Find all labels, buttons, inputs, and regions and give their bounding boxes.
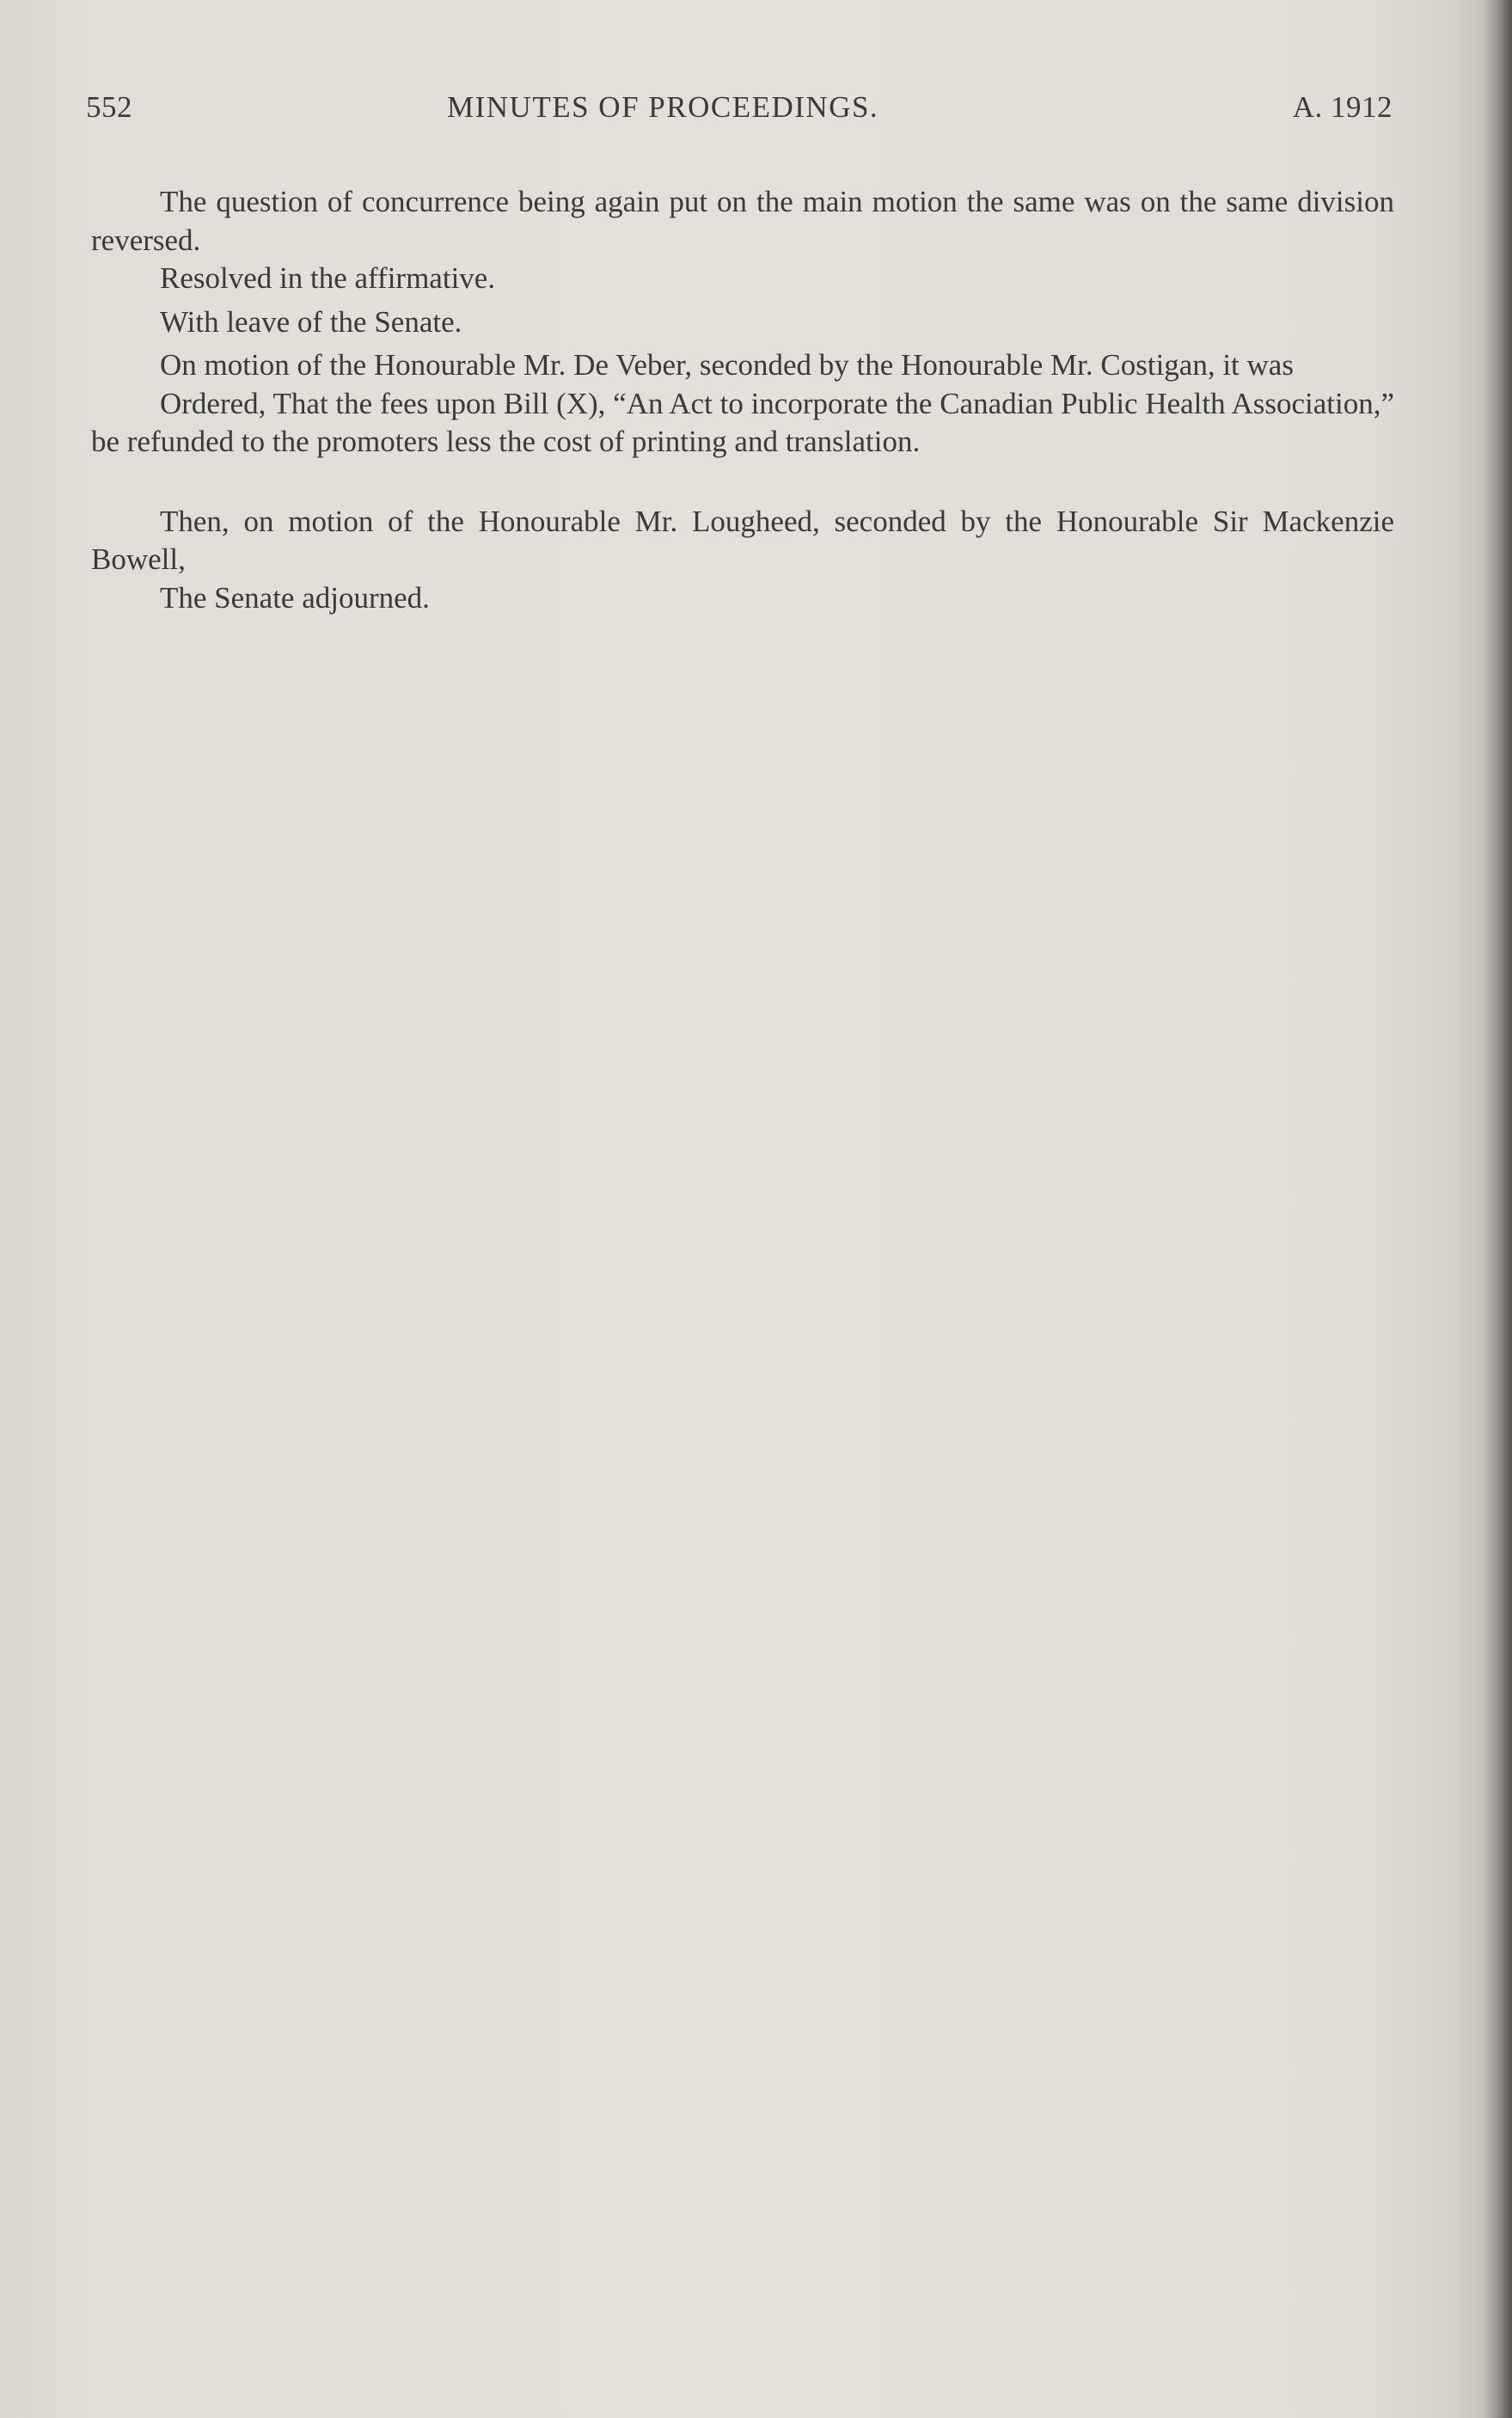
running-header <box>86 90 1393 133</box>
paragraph-ordered: Ordered, That the fees upon Bill (X), “An Act to incorporate the Canadian Public Health Association,” be refunded to the promoters less the cost of printing and translation. <box>91 386 1394 458</box>
binding-shadow <box>1483 0 1512 2418</box>
paragraph-adjourned: The Senate adjourned. <box>160 580 430 615</box>
paragraph-concurrence: The question of concurrence being again put on the main motion the same was on the same division reversed. <box>91 185 1394 257</box>
paragraph-motion-de-veber: On motion of the Honourable Mr. De Veber, seconded by the Honourable Mr. Costigan, it was <box>160 348 1294 382</box>
minutes-body <box>91 183 1394 617</box>
session-year: A. 1912 <box>1292 90 1393 124</box>
paragraph-leave: With leave of the Senate. <box>160 304 462 339</box>
running-title: MINUTES OF PROCEEDINGS. <box>447 90 879 124</box>
paragraph-motion-lougheed: Then, on motion of the Honourable Mr. Lougheed, seconded by the Honourable Sir Mackenzie Bowell, <box>91 504 1394 576</box>
paragraph-resolved: Resolved in the affirmative. <box>160 261 496 295</box>
page-number: 552 <box>86 90 132 124</box>
